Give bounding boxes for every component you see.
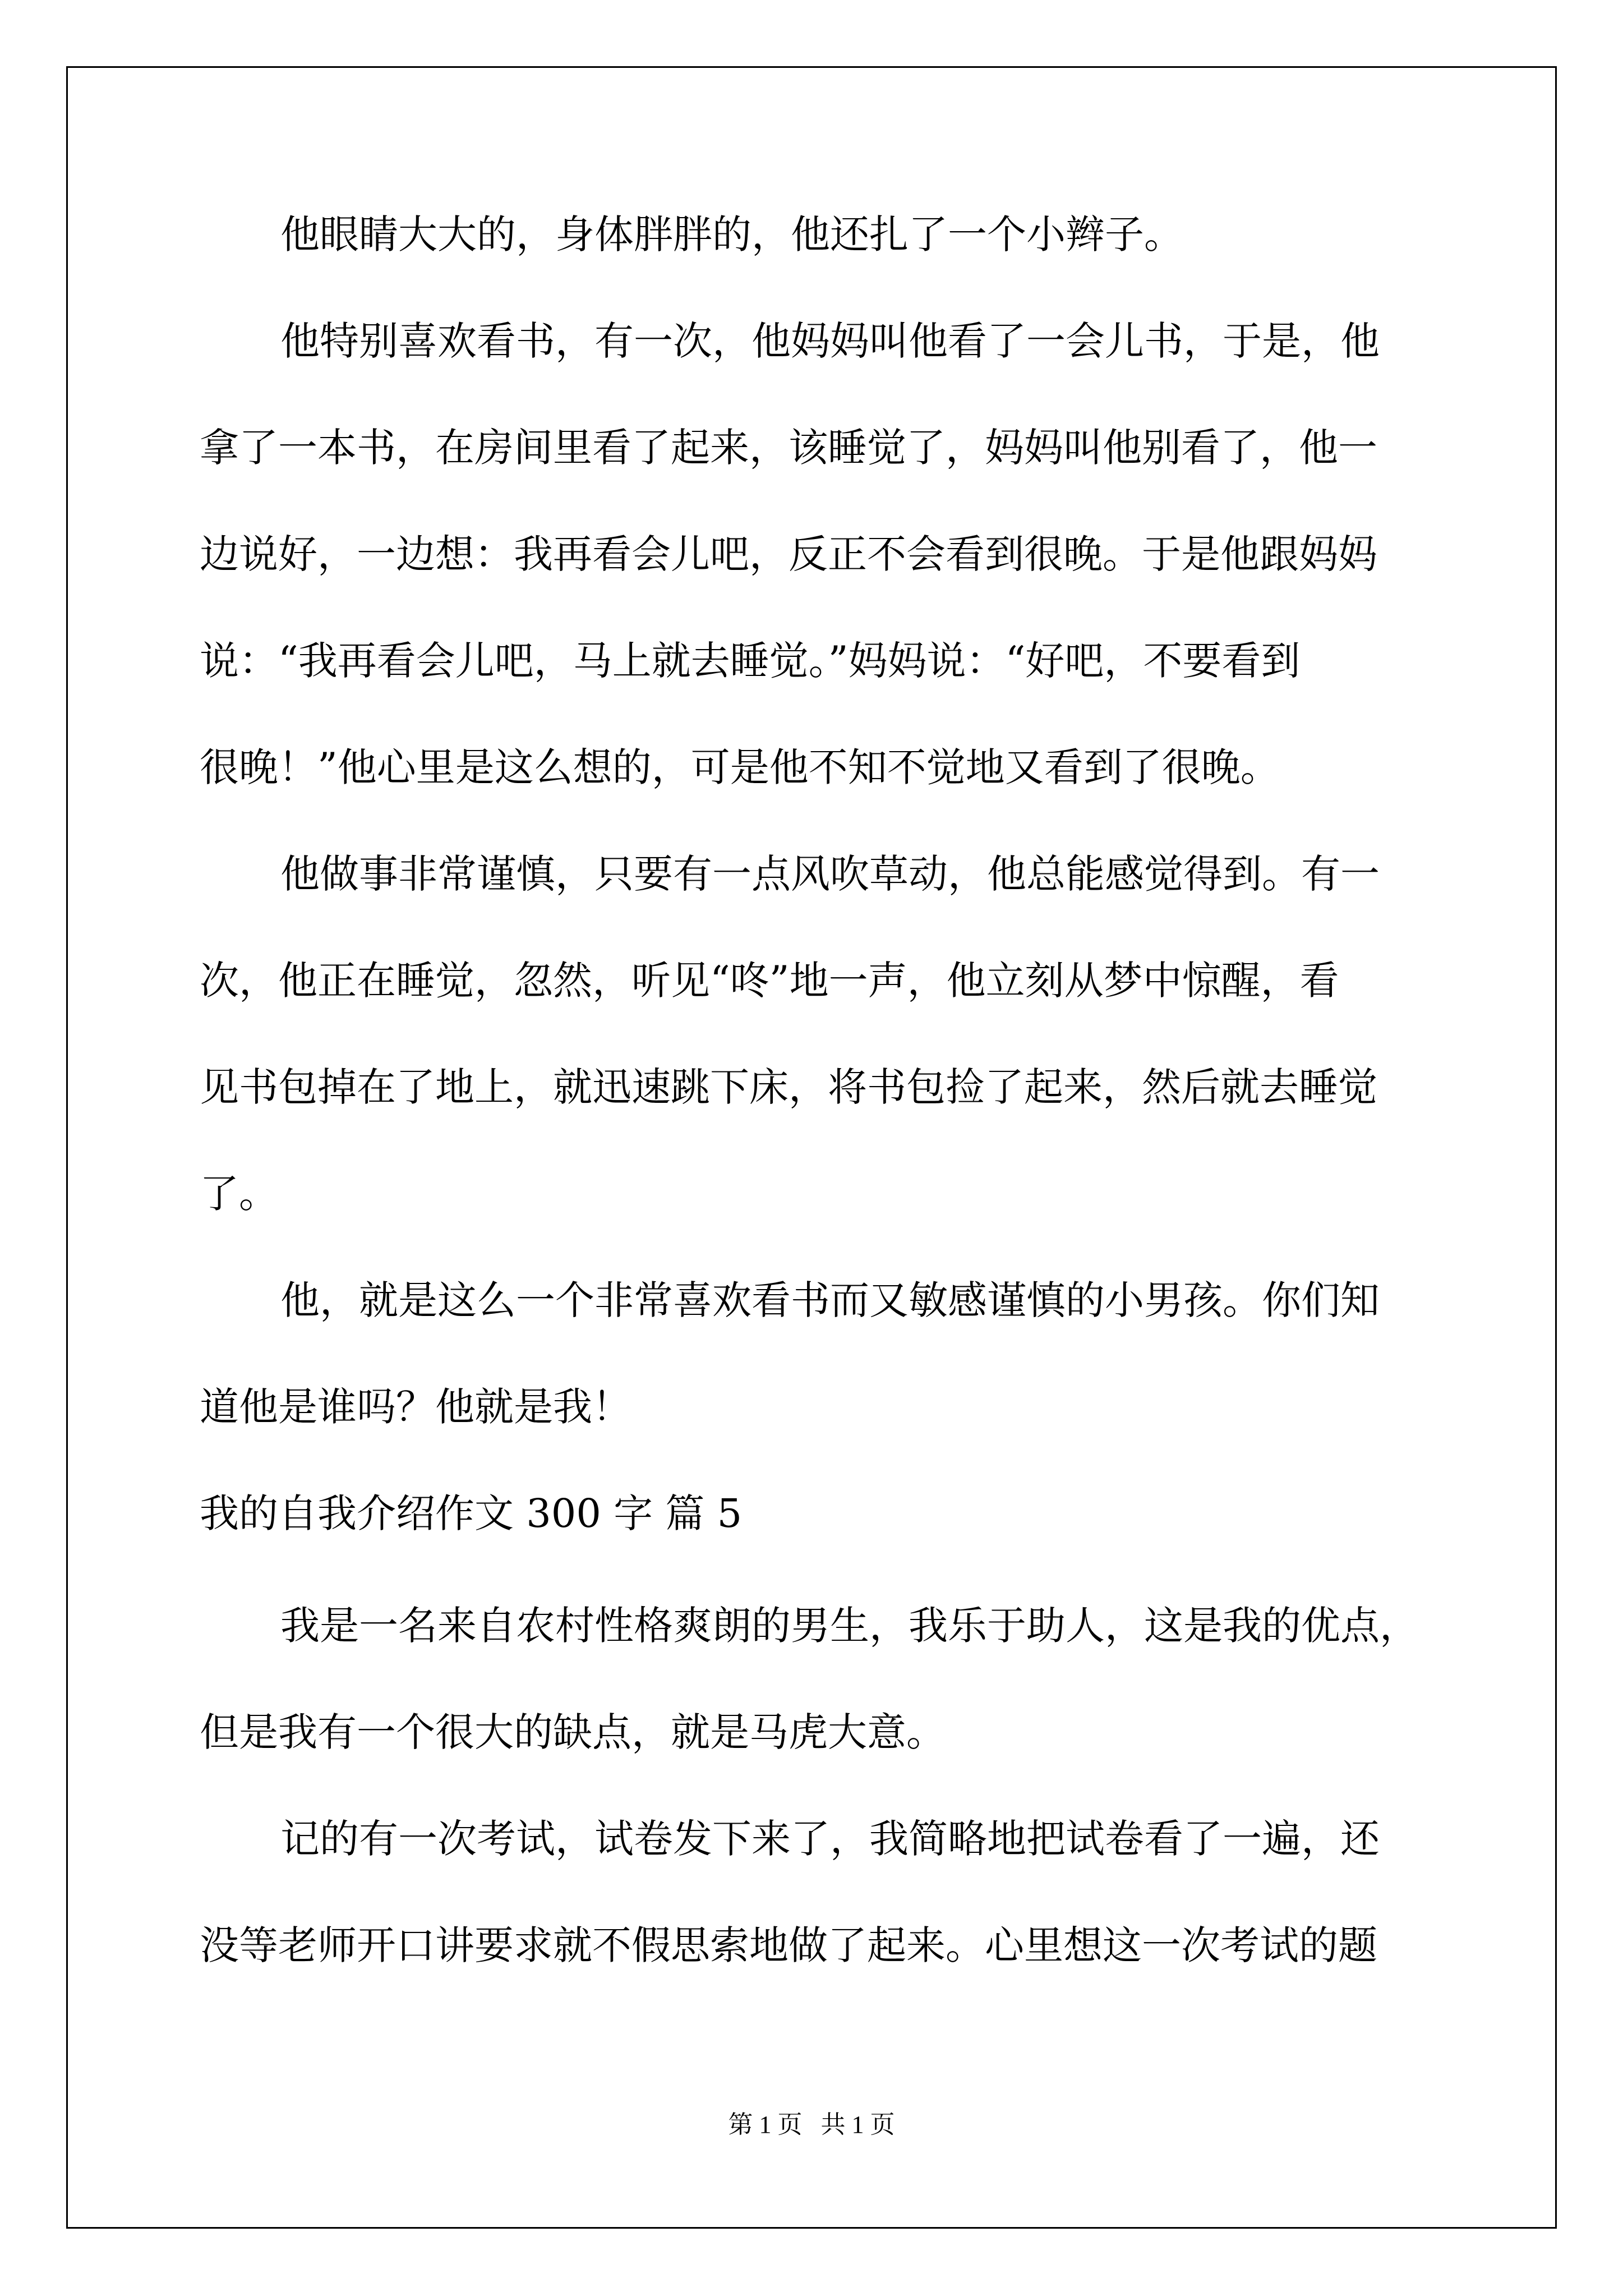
text-line: 道他是谁吗？他就是我！ — [200, 1384, 631, 1430]
text-line: 拿了一本书，在房间里看了起来，该睡觉了，妈妈叫他别看了，他一 — [200, 425, 1377, 471]
text-line: 他特别喜欢看书，有一次，他妈妈叫他看了一会儿书，于是，他 — [280, 318, 1380, 364]
page-footer: 第 1 页 共 1 页 — [728, 2111, 895, 2138]
section-heading: 我的自我介绍作文 300 字 篇 5 — [200, 1490, 743, 1536]
text-line: 他眼睛大大的，身体胖胖的，他还扎了一个小辫子。 — [280, 211, 1183, 257]
text-line: 他，就是这么一个非常喜欢看书而又敏感谨慎的小男孩。你们知 — [280, 1277, 1380, 1323]
text-line: 边说好，一边想：我再看会儿吧，反正不会看到很晚。于是他跟妈妈 — [200, 531, 1377, 577]
document-body — [200, 206, 1433, 2024]
text-line: 见书包掉在了地上，就迅速跳下床，将书包捡了起来，然后就去睡觉 — [200, 1064, 1377, 1110]
text-line: 说：“我再看会儿吧，马上就去睡觉。”妈妈说：“好吧，不要看到 — [200, 638, 1301, 684]
text-line: 没等老师开口讲要求就不假思索地做了起来。心里想这一次考试的题 — [200, 1922, 1377, 1968]
text-line: 很晚！”他心里是这么想的，可是他不知不觉地又看到了很晚。 — [200, 744, 1280, 790]
text-line: 次，他正在睡觉，忽然，听见“咚”地一声，他立刻从梦中惊醒，看 — [200, 958, 1339, 1004]
text-line: 但是我有一个很大的缺点，就是马虎大意。 — [200, 1709, 946, 1755]
text-line: 了。 — [200, 1171, 278, 1217]
text-line: 记的有一次考试，试卷发下来了，我简略地把试卷看了一遍，还 — [280, 1816, 1380, 1862]
text-line: 我是一名来自农村性格爽朗的男生，我乐于助人，这是我的优点， — [280, 1603, 1419, 1649]
text-line: 他做事非常谨慎，只要有一点风吹草动，他总能感觉得到。有一 — [280, 851, 1380, 897]
